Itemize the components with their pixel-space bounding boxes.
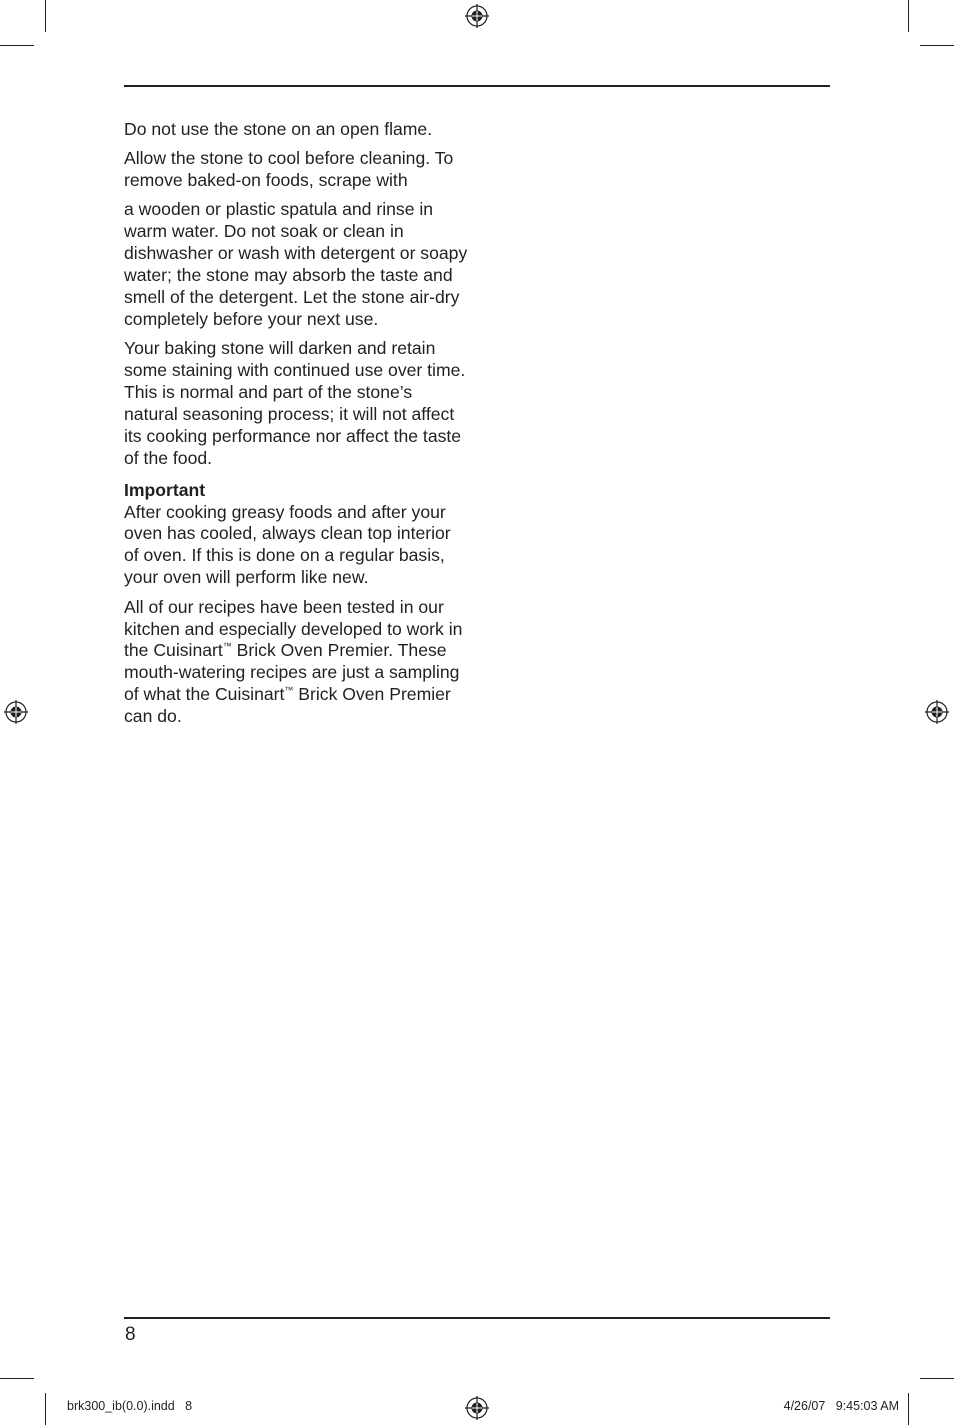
important-section bbox=[124, 480, 469, 590]
crop-mark-bottom-left-h bbox=[0, 1378, 34, 1379]
crop-mark-top-left-h bbox=[0, 45, 34, 46]
registration-mark-icon bbox=[465, 4, 489, 28]
crop-mark-top-right bbox=[908, 0, 909, 32]
crop-mark-bottom-right bbox=[908, 1393, 909, 1425]
important-heading: Important bbox=[124, 479, 206, 500]
paragraph-staining: Your baking stone will darken and retain some staining with continued use over time. This is normal and part of the stone’s natural seasoning process; it will not affect its cooking performance nor affect the taste of the food. bbox=[124, 338, 466, 468]
paragraph-cleaning-instructions: a wooden or plastic spatula and rinse in warm water. Do not soak or clean in dishwasher or wash with detergent or soapy water; the stone may absorb the taste and smell of the detergent. Let the stone air-dry completely before your next use. bbox=[124, 199, 468, 329]
registration-mark-icon bbox=[4, 700, 28, 724]
recipes-text-2: Brick Oven Premier. These mouth-watering recipes are just a sampling of what the Cuisinart bbox=[124, 640, 460, 705]
paragraph-open-flame: Do not use the stone on an open flame. bbox=[124, 119, 433, 139]
recipes-text-3: Brick Oven Premier can do. bbox=[124, 684, 451, 727]
registration-mark-icon bbox=[465, 1396, 489, 1420]
text-column bbox=[124, 119, 469, 736]
important-text: After cooking greasy foods and after your oven has cooled, always clean top interior of oven. If this is done on a regular basis, your oven will perform like new. bbox=[124, 501, 451, 588]
trademark-symbol: ™ bbox=[284, 685, 294, 696]
slug-file-info: brk300_ib(0.0).indd 8 bbox=[67, 1399, 193, 1413]
crop-mark-top-right-h bbox=[920, 45, 954, 46]
footer-rule bbox=[124, 1317, 830, 1319]
crop-mark-bottom-left bbox=[45, 1393, 46, 1425]
paragraph-cool-before-cleaning: Allow the stone to cool before cleaning. To remove baked-on foods, scrape with bbox=[124, 148, 454, 191]
recipes-text-1: All of our recipes have been tested in our kitchen and especially developed to work in the Cuisinart bbox=[124, 596, 463, 661]
trademark-symbol: ™ bbox=[222, 641, 232, 652]
crop-mark-top-left bbox=[45, 0, 46, 32]
registration-mark-icon bbox=[925, 700, 949, 724]
slug-timestamp: 4/26/07 9:45:03 AM bbox=[783, 1399, 899, 1413]
crop-mark-bottom-right-h bbox=[920, 1378, 954, 1379]
header-rule bbox=[124, 85, 830, 87]
page-number: 8 bbox=[125, 1324, 136, 1345]
paragraph-recipes bbox=[124, 597, 469, 728]
